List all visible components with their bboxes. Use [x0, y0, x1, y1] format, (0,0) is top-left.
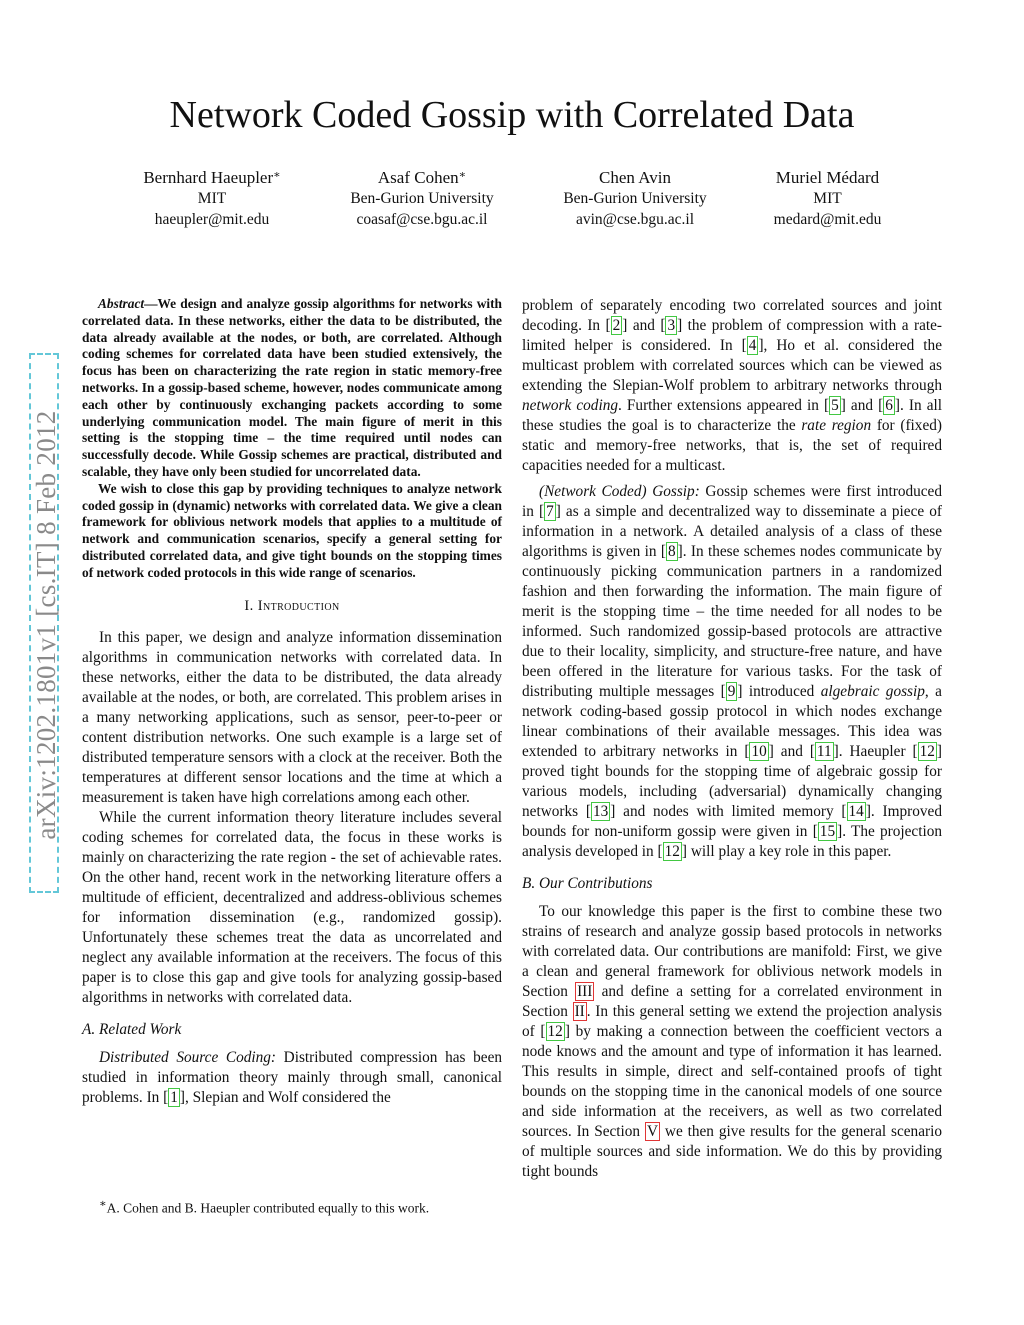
abstract-label: Abstract [98, 296, 145, 311]
abstract-paragraph: Abstract—We design and analyze gossip algorithms for networks with correlated data. In these networks, either the data to be distributed, the data already available at the nodes, or both, are correlated. Although coding schemes for correlated data have been studied extensively, the focus has been on characterizing the rate region in static memory-free networks. In a gossip-based scheme, however, nodes communicate among each other by continuously exchanging packets according to some underlying communication model. The main figure of merit in this setting is the stopping time – the time required until nodes can successfully decode. While Gossip schemes are practical, distributed and scalable, they have only been studied for uncorrelated data. [82, 296, 502, 479]
body-paragraph: problem of separately encoding two correlated sources and joint decoding. In [ 2 ] and [ 3 ] the problem of compression with a rate-limited helper is considered. In [ 4 ], Ho et al. considered the multicast problem with correlated sources which can be viewed as extending the Slepian-Wolf problem to arbitrary networks through network coding. Further extensions appeared in [ 5 ] and [ 6 ]. In all these studies the goal is to characterize the rate region for (fixed) static and memory-free networks, that is, the set of required capacities needed for a multicast. [522, 297, 942, 474]
run-in-heading: (Network Coded) Gossip: [539, 483, 700, 500]
citation-link[interactable]: 12 [664, 843, 680, 860]
author-affiliation: MIT [813, 190, 842, 207]
citation-link[interactable]: 12 [919, 743, 935, 760]
section-heading-introduction: I. Introduction [244, 597, 340, 614]
citation-link[interactable]: 8 [667, 543, 676, 560]
body-paragraph: To our knowledge this paper is the first to combine these two strains of research and analyze gossip based protocols in networks with correlated data. Our contributions are manifold: First, we give a clean and general framework for oblivious network models in Section III and define a setting for a correlated environment in Section II . In this general setting we extend the projection analysis of [ 12 ] by making a connection between the coefficient vectors a node knows and the amount and type of information it has learned. This results in simple, direct and self-contained proofs of tight bounds on the stopping time in the canonical models of one source and side information at the receivers, as well as two correlated sources. In Section V we then give results for the general scenario of multiple sources and side information. We do this by providing tight bounds [522, 903, 942, 1180]
footnote: ∗A. Cohen and B. Haeupler contributed equally to this work. [99, 1198, 430, 1216]
author-affiliation: Ben-Gurion University [350, 190, 494, 207]
citation-link[interactable]: 4 [748, 337, 757, 354]
citation-link[interactable]: 12 [547, 1023, 563, 1040]
citation-link[interactable]: 2 [612, 317, 621, 334]
abstract-paragraph: We wish to close this gap by providing techniques to analyze network coded gossip in (dynamic) networks with correlated data. We give a clean framework for oblivious network models that applies to a multitude of network and communication scenarios, specify a general setting for distributed correlated data, and give tight bounds on the stopping times of network coded protocols in this wide range of scenarios. [82, 480, 502, 580]
author-block [112, 167, 312, 230]
subsection-heading-related-work: A. Related Work [82, 1020, 182, 1038]
citation-link[interactable]: 13 [592, 803, 609, 820]
author-block [740, 167, 915, 230]
citation-link[interactable]: 14 [848, 803, 864, 820]
citation-link[interactable]: 11 [816, 743, 832, 760]
citation-link[interactable]: 5 [831, 397, 839, 414]
author-block [535, 167, 735, 230]
body-paragraph: Distributed Source Coding: Distributed compression has been studied in information theory mainly through small, canonical problems. In [ 1 ], Slepian and Wolf considered the [82, 1048, 503, 1106]
right-column [522, 296, 942, 1182]
page-title: Network Coded Gossip with Correlated Data [169, 94, 855, 136]
body-paragraph: (Network Coded) Gossip: Gossip schemes were first introduced in [ 7 ] as a simple and decentralized way to disseminate a piece of information in a network. A detailed analysis of a class of these algorithms is given in [ 8 ]. In these schemes nodes communicate by continuously picking communication partners in a randomized fashion and then forwarding the information. The main figure of merit is the stopping time – the time needed for all nodes to be informed. Such randomized gossip-based protocols are attractive due to their locality, simplicity, and structure-free nature, and have been offered in the literature for various tasks. For the task of distributing multiple messages [ 9 ] introduced algebraic gossip, a network coding-based gossip protocol in which nodes exchange linear combinations of their available messages. This idea was extended to arbitrary networks in [ 10 ] and [ 11 ]. Haeupler [ 12 ] proved tight bounds for the stopping time of algebraic gossip for various models, including (adversarial) dynamically changing networks [ 13 ] and nodes with limited memory [ 14 ]. Improved bounds for non-uniform gossip were given in [ 15 ]. The projection analysis developed in [ 12 ] will play a key role in this paper. [522, 483, 943, 860]
citation-link[interactable]: 7 [546, 503, 554, 520]
citation-link[interactable]: 3 [667, 317, 676, 334]
author-block [322, 167, 522, 230]
citation-link[interactable]: 9 [727, 683, 736, 700]
author-name: Asaf Cohen∗ [377, 168, 467, 187]
author-name: Muriel Médard [775, 168, 880, 187]
author-email: haeupler@mit.edu [154, 211, 270, 228]
left-column [82, 296, 502, 1108]
body-paragraph: In this paper, we design and analyze information dissemination algorithms in communication networks with correlated data. In these networks, either the data to be distributed, the data already available at the nodes, or both, are correlated. This problem arises in a many networking applications, such as sensor, peer-to-peer or content distribution networks. One such example is a large set of distributed temperature sensors with a clock at the receiver. Both the temperatures at different sensor locations and the time at which a measurement is taken have high correlations among each other. [82, 628, 502, 806]
abstract [82, 296, 502, 582]
body-paragraph: While the current information theory literature includes several coding schemes for correlated data, the focus in these works is mainly on characterizing the rate region - the set of achievable rates. On the other hand, recent work in the networking literature offers a multitude of efficient, decentralized and address-oblivious schemes for information dissemination (e.g., randomized gossip). Unfortunately these schemes treat the data as uncorrelated and neglect any available information at the receivers. The focus of this paper is to close this gap and give tools for analyzing gossip-based algorithms in networks with correlated data. [82, 808, 502, 1006]
subsection-heading-contributions: B. Our Contributions [522, 875, 653, 892]
arxiv-stamp[interactable] [29, 353, 59, 893]
section-link[interactable]: V [646, 1123, 659, 1140]
author-name: Chen Avin [599, 168, 671, 187]
citation-link[interactable]: 1 [170, 1088, 178, 1106]
citation-link[interactable]: 10 [751, 743, 767, 760]
run-in-heading: Distributed Source Coding: [99, 1048, 277, 1066]
arxiv-id: arXiv:1202.1801v1 [cs.IT] 8 Feb 2012 [31, 410, 61, 840]
author-email: coasaf@cse.bgu.ac.il [356, 211, 488, 228]
author-email: avin@cse.bgu.ac.il [576, 211, 694, 228]
section-link[interactable]: II [574, 1003, 585, 1020]
author-affiliation: Ben-Gurion University [563, 190, 707, 207]
author-name: Bernhard Haeupler∗ [143, 168, 281, 187]
citation-link[interactable]: 15 [819, 823, 836, 840]
citation-link[interactable]: 6 [885, 397, 893, 414]
author-affiliation: MIT [197, 190, 227, 207]
author-email: medard@mit.edu [773, 211, 882, 228]
section-link[interactable]: III [577, 983, 593, 1000]
